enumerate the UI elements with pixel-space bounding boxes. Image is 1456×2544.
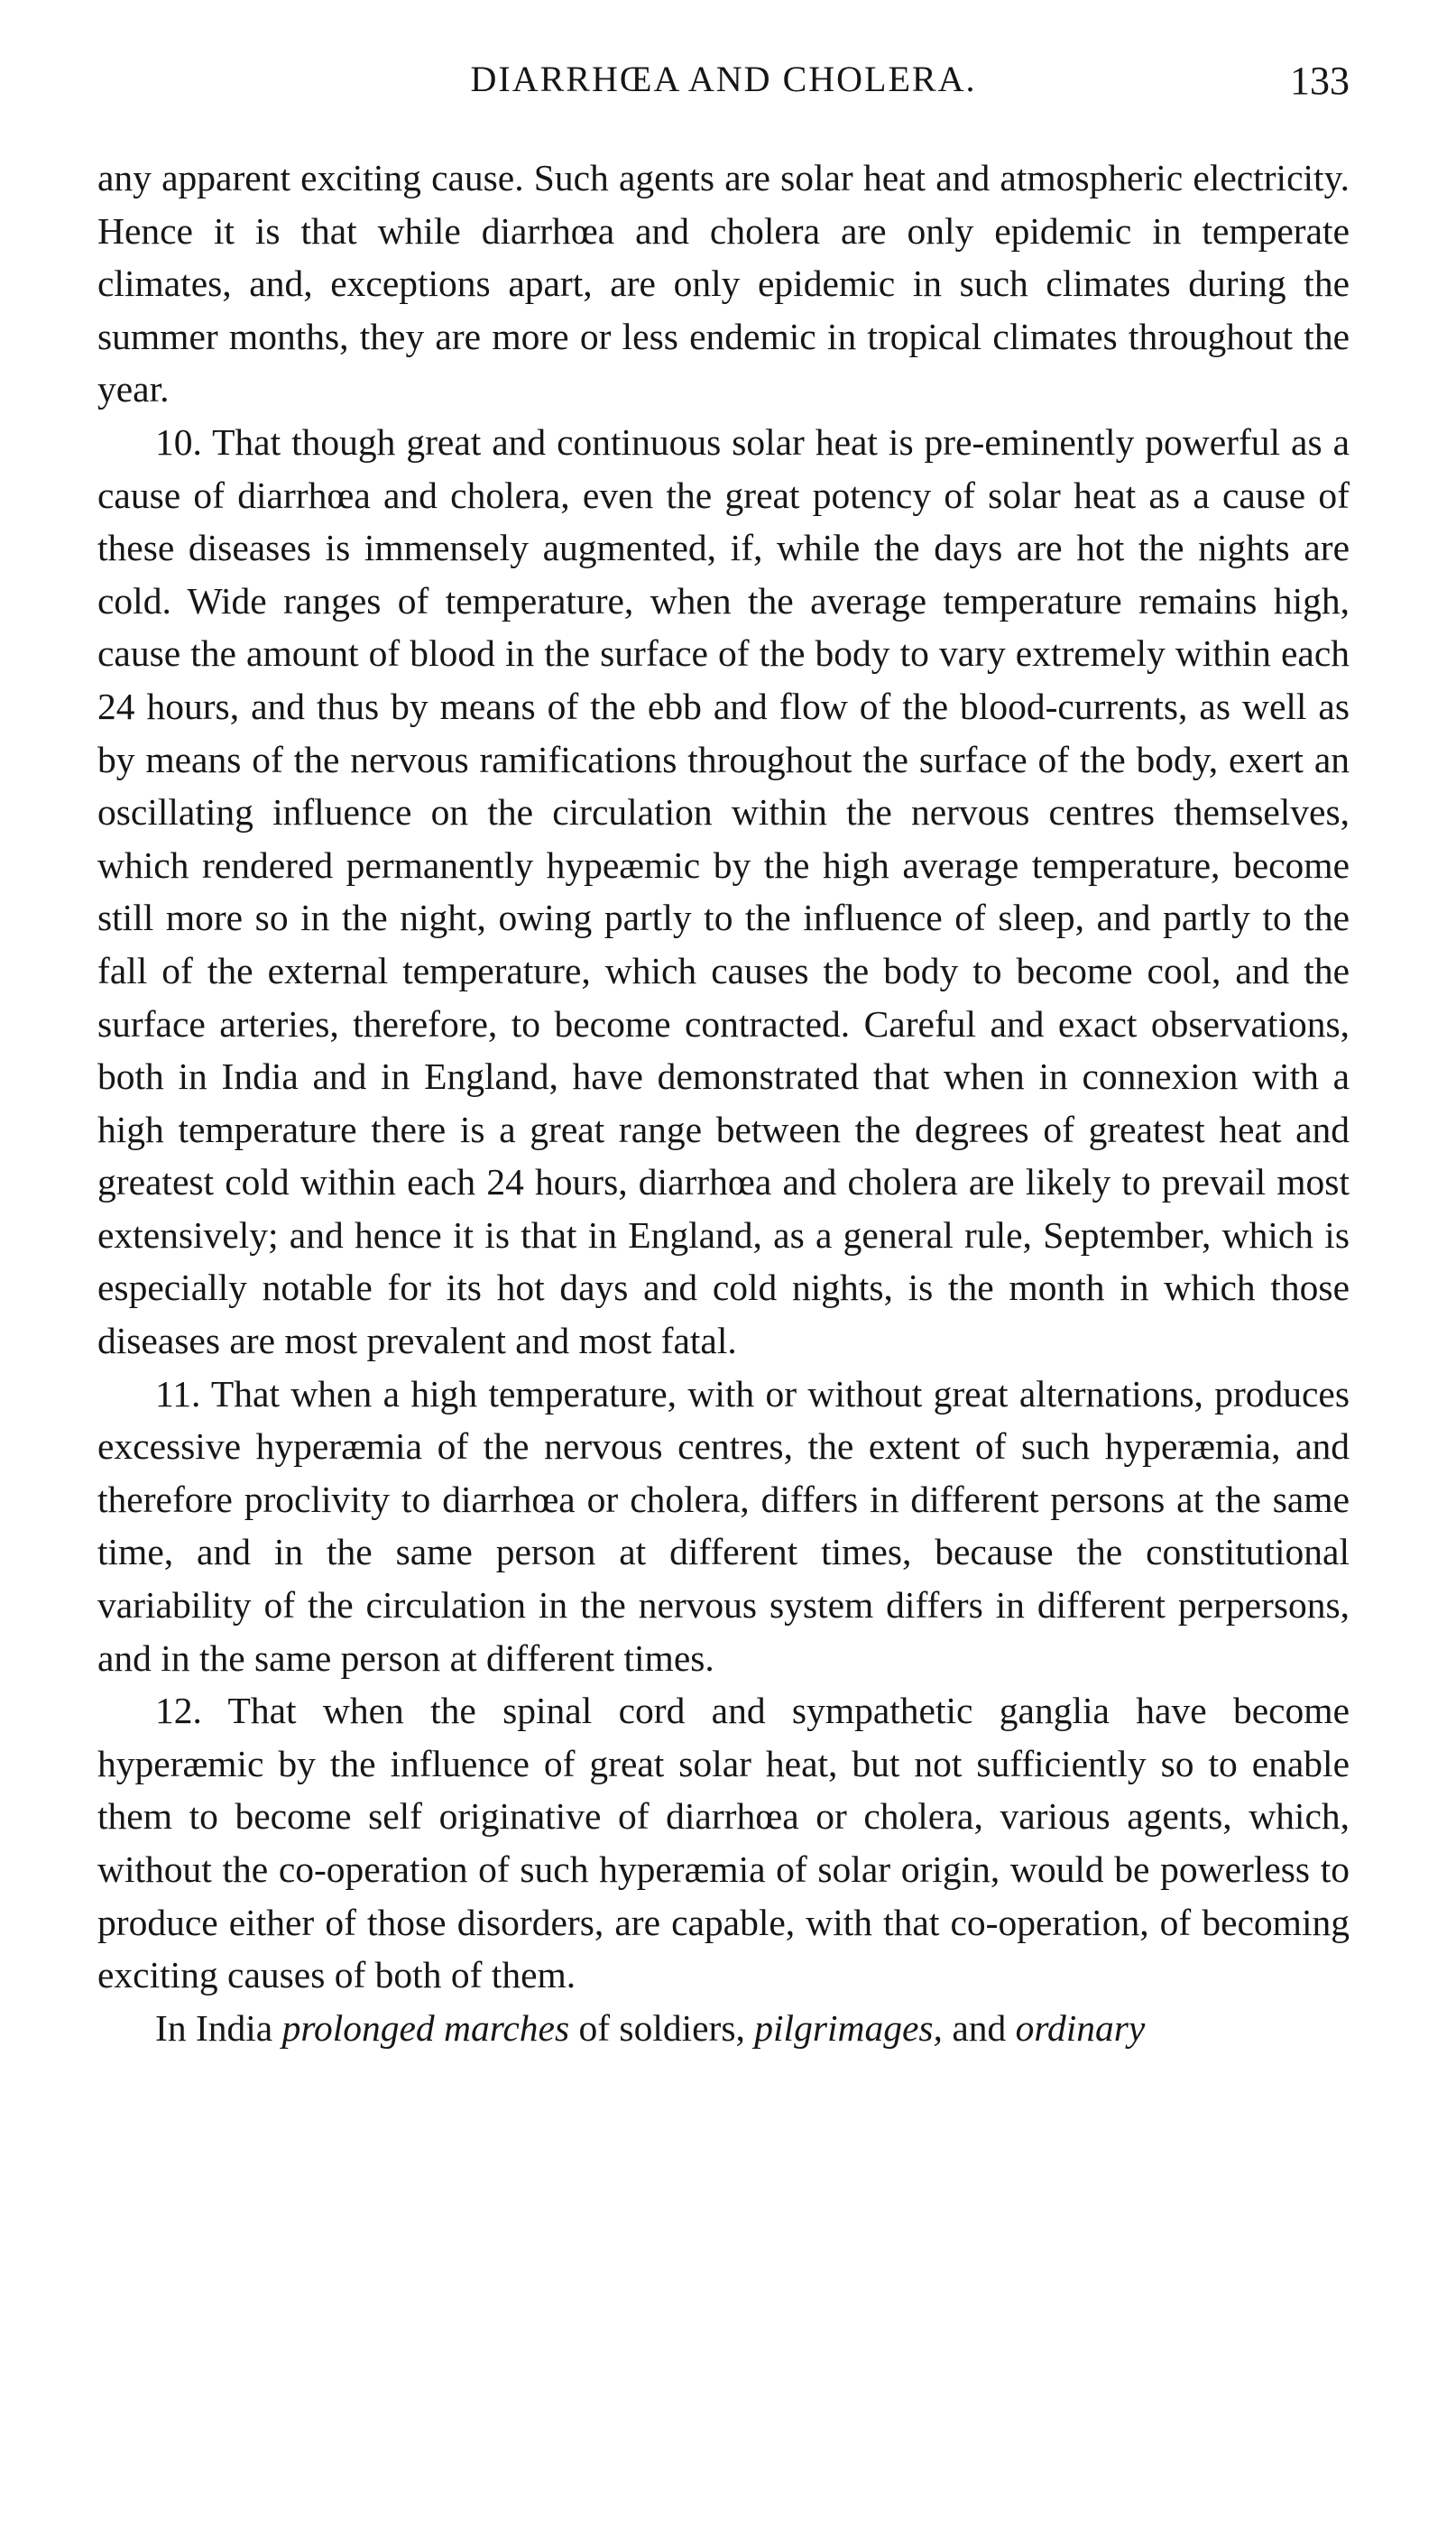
paragraph-12: 12. That when the spinal cord and sympathetic ganglia have become hyperæmic by the influence of great solar heat, but not sufficiently so to enable them to become self originative of diarrhœa or cholera, various agents, which, without the co-operation of such hyperæmia of solar origin, would be powerless to produce either of those disorders, are capable, with that co-operation, of becoming exciting causes of both of them. — [97, 1690, 1350, 1996]
running-title: DIARRHŒA AND CHOLERA. — [470, 59, 977, 99]
india-text-3: and — [942, 2006, 1016, 2049]
india-italic-1: prolonged marches — [281, 2006, 570, 2049]
paragraph-continuation: any apparent exciting cause. Such agents are solar heat and atmospheric electricity. Hence it is that while diarrhœa and cholera are only epidemic in temperate climates, and, exceptions apart, are only epidemic in such climates during the summer months, they are more or less endemic in tropical climates throughout the year. — [97, 157, 1350, 410]
paragraph-india — [97, 2002, 1350, 2055]
body-text — [97, 152, 1350, 2054]
india-text-1: In India — [155, 2006, 282, 2049]
india-italic-3: ordinary — [1015, 2006, 1146, 2049]
paragraph-11: 11. That when a high temperature, with or without great alternations, produces excessive hyperæmia of the nervous centres, the extent of such hyperæmia, and therefore proclivity to diarrhœa or cholera, differs in different persons at the same time, and in the same person at different times, because the constitutional variability of the circulation in the nervous system differs in different perpersons, and in the same person at different times. — [97, 1372, 1350, 1679]
page-number: 133 — [1290, 59, 1350, 103]
paragraph-10: 10. That though great and continuous solar heat is pre-eminently powerful as a cause of diarrhœa and cholera, even the great potency of solar heat as a cause of these diseases is immensely augmented, if, while the days are hot the nights are cold. Wide ranges of temperature, when the average temperature remains high, cause the amount of blood in the surface of the body to vary extremely within each 24 hours, and thus by means of the ebb and flow of the blood-currents, as well as by means of the nervous ramifications throughout the surface of the body, exert an oscillating influence on the circulation within the nervous centres themselves, which rendered permanently hypeæmic by the high average temperature, become still more so in the night, owing partly to the influence of sleep, and partly to the fall of the external temperature, which causes the body to become cool, and the surface arteries, therefore, to become contracted. Careful and exact observations, both in India and in England, have demonstrated that when in connexion with a high temperature there is a great range between the degrees of greatest heat and greatest cold within each 24 hours, diarrhœa and cholera are likely to prevail most extensively; and hence it is that in England, as a general rule, September, which is especially notable for its hot days and cold nights, is the month in which those diseases are most prevalent and most fatal. — [97, 420, 1350, 1362]
india-text-2: of soldiers, — [569, 2006, 755, 2049]
running-header — [97, 58, 1350, 112]
india-italic-2: pilgrimages, — [754, 2006, 943, 2049]
